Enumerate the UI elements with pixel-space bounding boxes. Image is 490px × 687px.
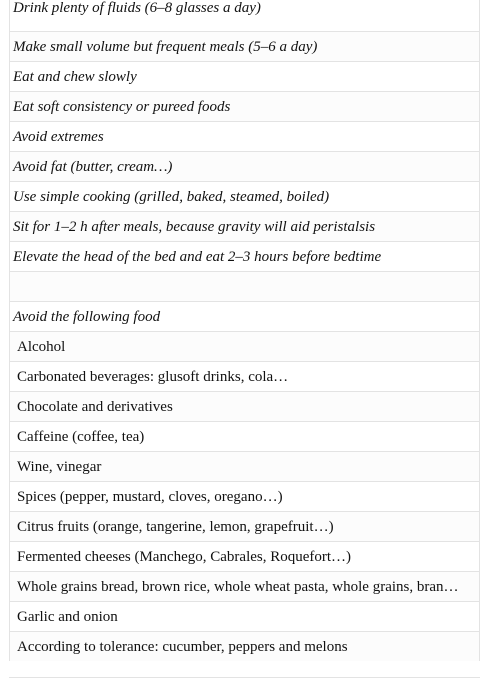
table-row <box>9 151 480 181</box>
recommendation-text: Avoid fat (butter, cream…) <box>13 159 173 175</box>
table-row <box>9 631 480 661</box>
recommendation-text: Drink plenty of fluids (6–8 glasses a day) <box>13 0 261 16</box>
table-row <box>9 571 480 601</box>
table-row <box>9 241 480 271</box>
recommendation-text: Sit for 1–2 h after meals, because gravity will aid peristalsis <box>13 219 376 235</box>
food-item: Whole grains bread, brown rice, whole wheat pasta, whole grains, bran… <box>17 579 459 595</box>
table-row <box>9 0 480 31</box>
table-row <box>9 481 480 511</box>
avoid-heading: Avoid the following food <box>13 309 161 325</box>
table-row <box>9 361 480 391</box>
table-row <box>9 181 480 211</box>
table-row <box>9 511 480 541</box>
food-item: Wine, vinegar <box>17 459 102 475</box>
food-item: According to tolerance: cucumber, peppers and melons <box>17 639 348 655</box>
table-row-heading <box>9 301 480 331</box>
recommendation-text: Make small volume but frequent meals (5–6 a day) <box>13 39 318 55</box>
table-row <box>9 121 480 151</box>
recommendation-text: Eat and chew slowly <box>13 69 137 85</box>
recommendation-text: Elevate the head of the bed and eat 2–3 hours before bedtime <box>13 249 382 265</box>
table-row <box>9 61 480 91</box>
food-item: Fermented cheeses (Manchego, Cabrales, Roquefort…) <box>17 549 352 565</box>
diet-recommendations-table <box>9 0 480 661</box>
food-item: Citrus fruits (orange, tangerine, lemon, grapefruit…) <box>17 519 334 535</box>
table-row <box>9 421 480 451</box>
food-item: Garlic and onion <box>17 609 118 625</box>
table-row <box>9 541 480 571</box>
table-row <box>9 451 480 481</box>
recommendation-text: Use simple cooking (grilled, baked, steamed, boiled) <box>13 189 330 205</box>
empty-row <box>9 271 480 301</box>
table-bottom-border <box>9 677 480 678</box>
recommendation-text: Eat soft consistency or pureed foods <box>13 99 231 115</box>
table-row <box>9 31 480 61</box>
food-item: Chocolate and derivatives <box>17 399 173 415</box>
food-item: Carbonated beverages: glusoft drinks, cola… <box>17 369 289 385</box>
table-row <box>9 391 480 421</box>
food-item: Spices (pepper, mustard, cloves, oregano…) <box>17 489 283 505</box>
table-row <box>9 331 480 361</box>
table-row <box>9 91 480 121</box>
table-row <box>9 601 480 631</box>
table-row <box>9 211 480 241</box>
food-item: Alcohol <box>17 339 66 355</box>
recommendation-text: Avoid extremes <box>13 129 104 145</box>
food-item: Caffeine (coffee, tea) <box>17 429 145 445</box>
